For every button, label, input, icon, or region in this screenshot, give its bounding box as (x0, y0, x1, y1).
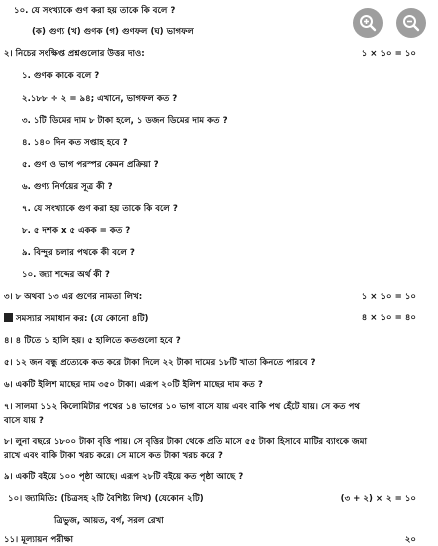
zoom-in-button[interactable] (353, 8, 383, 38)
marks: ১ × ১০ = ১০ (361, 49, 416, 59)
sub-question: ৫. গুণ ও ভাগ পরস্পর কেমন প্রক্রিয়া ? (22, 160, 159, 170)
square-icon (4, 313, 13, 322)
sub-question: ৭. যে সংখ্যাকে গুণ করা হয় তাকে কি বলে ? (22, 204, 178, 214)
marks: ১ × ১০ = ১০ (361, 292, 416, 302)
question-heading: ১১। মূল্যায়ন পরীক্ষা (4, 535, 74, 545)
sub-question: ৬. গুণ্য নির্ণয়ের সূত্র কী ? (22, 182, 113, 192)
question-line: বাসে যায় ? (4, 416, 44, 426)
question-line: রাখে এবং বাকি টাকা খরচ করে। সে মাসে কত টাকা খরচ করে ? (4, 451, 223, 461)
sub-question: ২.১৮৮ ÷ ২ = ৯৪; এখানে, ভাগফল কত ? (22, 94, 178, 104)
question-heading: ২। নিচের সংক্ষিপ্ত প্রশ্নগুলোর উত্তর দাও: (4, 49, 145, 59)
zoom-in-icon (358, 13, 378, 33)
sub-question: ৯. বিন্দুর চলার পথকে কী বলে ? (22, 248, 135, 258)
question-line: ৫। ১২ জন বন্ধু প্রত্যেকে কত করে টাকা দিলে ২২ টাকা দামের ১৮টি খাতা কিনতে পারবে ? (4, 358, 316, 368)
marks: ২০ (404, 535, 416, 545)
sub-question: ৩. ১টি ডিমের দাম ৮ টাকা হলে, ১ ডজন ডিমের দাম কত ? (22, 116, 228, 126)
zoom-out-icon (401, 13, 421, 33)
marks: ৪ × ১০ = ৪০ (361, 313, 416, 323)
question-line: ৮। লুনা বছরে ১৮০০ টাকা বৃত্তি পায়। সে বৃত্তির টাকা থেকে প্রতি মাসে ৫৫ টাকা হিসাবে মাটির ব্যাংকে জমা (4, 437, 367, 447)
marks: (৩ + ২) × ২ = ১০ (340, 494, 416, 504)
question-text: সমস্যার সমাধান কর: (যে কোনো ৪টি) (16, 314, 149, 324)
question-heading: ১০। জ্যামিতি: (চিত্রসহ ২টি বৈশিষ্ট্য লিখ) (যেকোন ২টি) (8, 494, 204, 504)
question-line: ৭। সালমা ১১২ কিলোমিটার পথের ১৪ ভাগের ১০ ভাগ বাসে যায় এবং বাকি পথ হেঁটে যায়। সে কত পথ (4, 402, 360, 412)
question-line: ৯। একটি বইয়ে ১০০ পৃষ্ঠা আছে। এরূপ ২৮টি বইয়ে কত পৃষ্ঠা আছে ? (4, 472, 244, 482)
question-line: ১০. যে সংখ্যাকে গুণ করা হয় তাকে কি বলে ? (14, 6, 176, 16)
options-line: (ক) গুণ্য (খ) গুণক (গ) গুণফল (ঘ) ভাগফল (32, 27, 194, 37)
sub-question: ৮. ৫ দশক x ৫ একক = কত ? (22, 226, 131, 236)
sub-question: ১০. জ্যা শব্দের অর্থ কী ? (22, 270, 110, 280)
question-heading: ৩। ৮ অথবা ১৩ এর গুণের নামতা লিখ: (4, 292, 143, 302)
sub-question: ৪. ১৪০ দিন কত সপ্তাহ হবে ? (22, 138, 128, 148)
question-line: ৪। ৪ টিতে ১ হালি হয়। ৫ হালিতে কতগুলো হবে ? (4, 336, 181, 346)
shape-list: ত্রিভুজ, আয়ত, বর্গ, সরল রেখা (54, 516, 164, 526)
sub-question: ১. গুণক কাকে বলে ? (22, 71, 100, 81)
question-heading (4, 313, 148, 325)
question-line: ৬। একটি ইলিশ মাছের দাম ৩৫০ টাকা। এরূপ ২০টি ইলিশ মাছের দাম কত ? (4, 380, 263, 390)
zoom-out-button[interactable] (396, 8, 426, 38)
